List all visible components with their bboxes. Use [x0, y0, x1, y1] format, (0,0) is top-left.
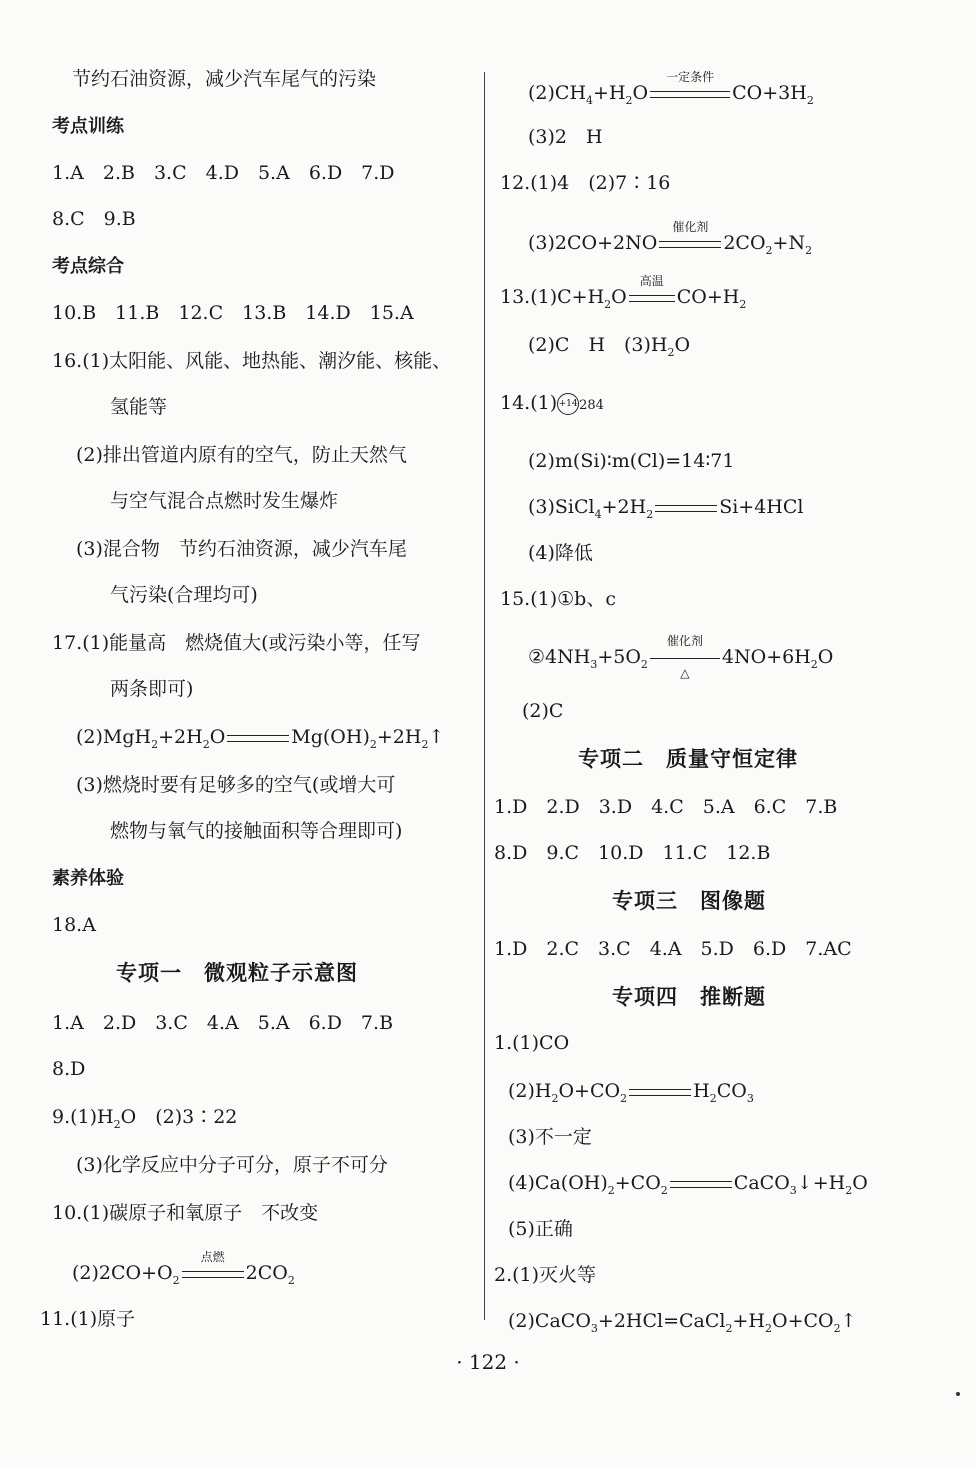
answer-line: (2)排出管道内原有的空气，防止天然气 [76, 444, 407, 466]
answer-line: 10.(1)碳原子和氧原子 不改变 [52, 1202, 319, 1224]
equation-line: $13.(1)C+H_2O$ 高温 $CO+H_2$ [500, 274, 747, 311]
column-divider [484, 72, 485, 1320]
answer-line: 1.D 2.D 3.D 4.C 5.A 6.C 7.B [494, 796, 838, 818]
section-heading: 考点综合 [52, 256, 124, 277]
topic-heading: 专项三 图像题 [612, 889, 766, 913]
answer-line: 8.D 9.C 10.D 11.C 12.B [494, 842, 771, 864]
answer-line: 氢能等 [110, 396, 168, 418]
answer-line: 1.A 2.D 3.C 4.A 5.A 6.D 7.B [52, 1012, 394, 1034]
answer-line: 1.A 2.B 3.C 4.D 5.A 6.D 7.D [52, 162, 395, 184]
answer-line: (5)正确 [508, 1218, 573, 1240]
answer-line: (3)混合物 节约石油资源，减少汽车尾 [76, 538, 407, 560]
equation-line: $②4NH_3+5O_2$ 催化剂 △ $4NO+6H_2O$ [528, 634, 834, 680]
answer-line: 8.C 9.B [52, 208, 136, 230]
section-heading: 考点训练 [52, 116, 124, 137]
answer-line: 11.(1)原子 [40, 1308, 136, 1330]
answer-line: 1.D 2.C 3.C 4.A 5.D 6.D 7.AC [494, 938, 852, 960]
reaction-arrow: 一定条件 [650, 80, 730, 106]
topic-heading: 专项一 微观粒子示意图 [116, 961, 358, 985]
answer-line: (2)C [522, 700, 564, 722]
equation-line: $(2)CH_4+H_2O$ 一定条件 $CO+3H_2$ [528, 70, 814, 107]
equation-line: $(2)2CO+O_2$ 点燃 $2CO_2$ [72, 1250, 295, 1287]
answer-line: 12.(1)4 (2)7∶16 [500, 172, 671, 194]
reaction-arrow [629, 1078, 691, 1104]
topic-heading: 专项四 推断题 [612, 985, 766, 1009]
answer-line: 燃物与氧气的接触面积等合理即可) [110, 820, 403, 842]
reaction-arrow [655, 494, 717, 520]
answer-line: 与空气混合点燃时发生爆炸 [110, 490, 339, 512]
electron-shell-numbers: 284 [579, 398, 604, 413]
answer-line: $9.(1)H_2O$ (2)3∶22 [52, 1106, 238, 1131]
answer-line: (3)2 H [528, 126, 603, 148]
topic-heading: 专项二 质量守恒定律 [578, 747, 798, 771]
equation-line: $(2)H_2O+CO_2$ $H_2CO_3$ [508, 1080, 754, 1105]
reaction-arrow [670, 1170, 732, 1196]
reaction-arrow: 点燃 [182, 1260, 244, 1286]
answer-line: 10.B 11.B 12.C 13.B 14.D 15.A [52, 302, 414, 324]
answer-line: 1.(1)CO [494, 1032, 570, 1054]
answer-line: (3)化学反应中分子可分，原子不可分 [76, 1154, 388, 1176]
answer-line: 2.(1)灭火等 [494, 1264, 597, 1286]
page-number: · 122 · [456, 1350, 520, 1374]
reaction-arrow: 高温 [629, 284, 675, 310]
answer-line: 16.(1)太阳能、风能、地热能、潮汐能、核能、 [52, 350, 452, 372]
scan-speck [956, 1392, 960, 1396]
text-line: 节约石油资源，减少汽车尾气的污染 [72, 68, 377, 90]
equation-line: (3)2CO+2NO 催化剂 $2CO_2+N_2$ [528, 220, 813, 257]
equation-line: $(2)MgH_2+2H_2O$ $Mg(OH)_2+2H_2↑$ [76, 726, 445, 751]
answer-line: 17.(1)能量高 燃烧值大(或污染小等，任写 [52, 632, 421, 654]
equation-line: $(4)Ca(OH)_2+CO_2$ $CaCO_3↓+H_2O$ [508, 1172, 868, 1197]
answer-line: 气污染(合理均可) [110, 584, 258, 606]
answer-line: 18.A [52, 914, 96, 936]
section-heading: 素养体验 [52, 868, 124, 889]
reaction-arrow: 催化剂 [659, 230, 721, 256]
answer-line: (2)m(Si)∶m(Cl)=14∶71 [528, 450, 735, 472]
equation-line: $(3)SiCl_4+2H_2$ Si+4HCl [528, 496, 804, 521]
answer-line: 14.(1) +14 284 [500, 392, 604, 414]
answer-line: (3)燃烧时要有足够多的空气(或增大可 [76, 774, 396, 796]
answer-line: (2)C H $(3)H_2O$ [528, 334, 691, 359]
equation-line: $(2)CaCO_3+2HCl=CaCl_2+H_2O+CO_2↑$ [508, 1310, 857, 1335]
gas-arrow: ↑ [428, 726, 445, 748]
answer-line: 8.D [52, 1058, 86, 1080]
answer-line: (4)降低 [528, 542, 593, 564]
answer-line: 15.(1)①b、c [500, 588, 616, 610]
silicon-atom-structure-icon: +14 [557, 393, 579, 415]
answer-line: 两条即可) [110, 678, 194, 700]
reaction-arrow: 催化剂 △ [650, 644, 720, 670]
reaction-arrow [227, 724, 289, 750]
answer-line: (3)不一定 [508, 1126, 592, 1148]
